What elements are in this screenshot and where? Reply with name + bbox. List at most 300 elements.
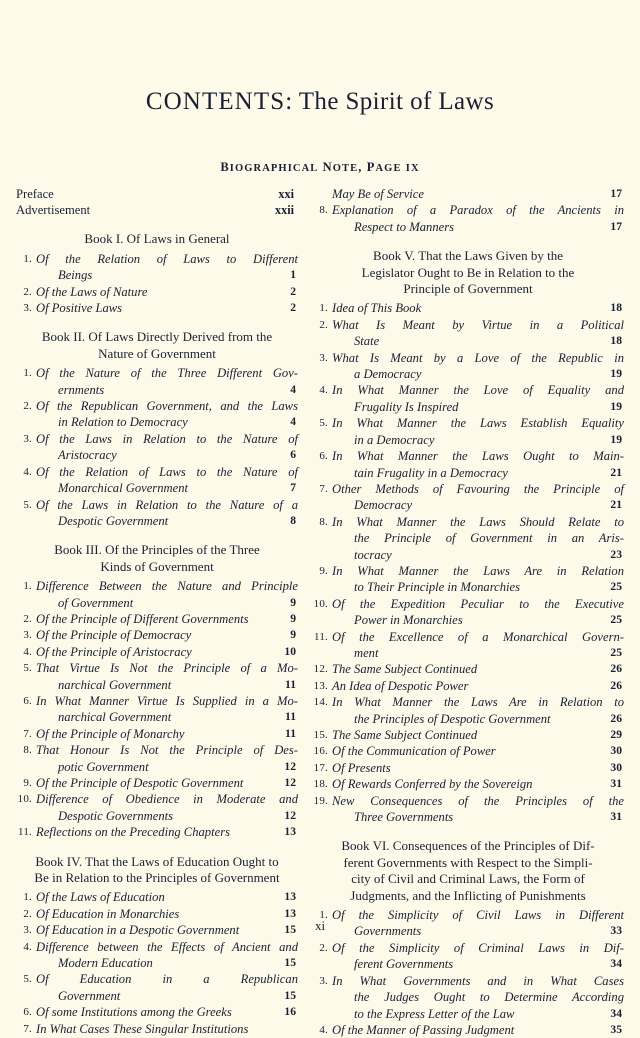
- toc-entry-number: 8.: [319, 515, 328, 528]
- toc-entry-page-number: 34: [610, 1006, 622, 1020]
- toc-entry[interactable]: [16, 791, 298, 824]
- page-folio: xi: [314, 918, 326, 933]
- toc-entry-number: 6.: [319, 450, 328, 463]
- toc-entry-line: In What Cases These Singular Institutions: [36, 1021, 249, 1036]
- toc-entry-line: Of the Republican Government, and the Laws: [36, 399, 298, 414]
- toc-entry-text: [332, 415, 624, 448]
- toc-entry-number: 14.: [313, 696, 328, 709]
- book-heading: [16, 854, 298, 887]
- toc-entry-number: 3.: [319, 974, 328, 987]
- toc-entry-line-text: Of Rewards Conferred by the Sovereign: [332, 777, 533, 792]
- toc-entry-line-text: ment: [354, 645, 379, 660]
- toc-entry[interactable]: [16, 693, 298, 726]
- front-matter-row[interactable]: [16, 202, 298, 218]
- toc-entry[interactable]: [16, 775, 298, 791]
- toc-entry-line-text: Of the Laws of Nature: [36, 284, 148, 299]
- toc-entry-line-text: Of the Principle of Different Governments: [36, 611, 249, 626]
- toc-entry-line-text: Respect to Manners: [354, 219, 455, 234]
- toc-entry-text: [36, 824, 298, 840]
- toc-entry-page-number: 19: [610, 432, 622, 446]
- toc-entry-line-text: Of the Principle of Democracy: [36, 628, 192, 643]
- toc-entry-number: 10.: [17, 793, 32, 806]
- toc-entry-text: [332, 317, 624, 350]
- toc-entry-page-number: 17: [610, 187, 622, 200]
- toc-entry-page-number: 10: [284, 644, 296, 658]
- toc-entry-line: Of the Simplicity of Civil Laws in Different: [332, 908, 624, 923]
- toc-entry-line-text: Despotic Governments: [58, 808, 174, 823]
- toc-entry-page-number: 13: [284, 890, 296, 904]
- toc-entry-line-text: Three Governments: [354, 810, 454, 825]
- toc-entry[interactable]: [16, 742, 298, 775]
- toc-entry-number: 4.: [23, 940, 32, 953]
- toc-entry-number: 7.: [23, 727, 32, 740]
- toc-entry-line: [36, 513, 298, 529]
- toc-entry-text: [36, 627, 298, 643]
- toc-entry-page-number: 26: [610, 678, 622, 692]
- toc-entry-number: 11.: [314, 630, 328, 643]
- toc-entry-text: [36, 497, 298, 530]
- toc-entry-line: [332, 760, 624, 776]
- toc-entry-page-number: 15: [284, 988, 296, 1002]
- toc-entry[interactable]: [16, 627, 298, 643]
- toc-entry[interactable]: [16, 1004, 298, 1020]
- toc-entry-page-number: 31: [610, 810, 622, 824]
- toc-entry[interactable]: [16, 644, 298, 660]
- toc-entry-page-number: 9: [290, 628, 296, 642]
- toc-entry-text: [36, 398, 298, 431]
- toc-entry[interactable]: [312, 727, 624, 743]
- toc-entry-text: [36, 644, 298, 660]
- toc-entry-text: [332, 776, 624, 792]
- toc-entry-page-number: 25: [610, 580, 622, 594]
- toc-entry-page-number: 23: [610, 547, 622, 561]
- book-heading: [16, 542, 298, 575]
- toc-entry-line: [332, 219, 624, 235]
- toc-entry-line-text: The Same Subject Continued: [332, 728, 478, 742]
- toc-entry[interactable]: [16, 251, 298, 284]
- toc-entry[interactable]: [312, 350, 624, 383]
- toc-entry-line-text: Governments: [354, 924, 422, 939]
- front-matter-label: Preface: [16, 187, 54, 201]
- toc-entry-line-text: Monarchical Government: [58, 481, 188, 496]
- book-heading-line: Book V. That the Laws Given by the: [373, 248, 563, 264]
- toc-entry-line: [332, 465, 624, 481]
- toc-entry[interactable]: [312, 743, 624, 759]
- toc-entry-text: [36, 578, 298, 611]
- toc-entry-number: 16.: [313, 745, 328, 758]
- book-heading: [16, 231, 298, 247]
- toc-entry-line-text: tocracy: [354, 547, 392, 562]
- toc-entry-text: [332, 678, 624, 694]
- toc-entry-line-text: Of the Manner of Passing Judgment: [332, 1022, 515, 1037]
- toc-entry-line-text: Of Education in Monarchies: [36, 906, 180, 921]
- toc-entry-text: [36, 431, 298, 464]
- toc-entry-text: [36, 1004, 298, 1020]
- toc-entry-line-text: Beings: [58, 268, 93, 283]
- toc-entry-line: [332, 579, 624, 595]
- toc-entry-page-number: 13: [284, 825, 296, 839]
- toc-entry-line: Of the Excellence of a Monarchical Govern-: [332, 629, 624, 644]
- toc-entry-line-text: Power in Monarchies: [354, 613, 463, 628]
- toc-entry-text: [36, 939, 298, 972]
- toc-entry-text: [36, 660, 298, 693]
- toc-entry-line: [36, 611, 298, 627]
- toc-entry-page-number: 21: [610, 465, 622, 479]
- toc-entry-number: 6.: [23, 694, 32, 707]
- toc-entry-number: 6.: [23, 1006, 32, 1019]
- toc-entry-line: [332, 743, 624, 759]
- toc-entry-line: the Judges Ought to Determine According: [354, 990, 624, 1005]
- toc-entry-text: [332, 661, 624, 677]
- toc-entry-number: 4.: [319, 1023, 328, 1036]
- toc-entry-line: [36, 414, 298, 430]
- toc-entry[interactable]: [16, 971, 298, 1004]
- toc-entry-line: Explanation of a Paradox of the Ancients in: [332, 203, 624, 218]
- toc-entry[interactable]: [312, 940, 624, 973]
- toc-entry-number: 3.: [23, 302, 32, 315]
- contents-column-right: [312, 186, 624, 1038]
- toc-entry-line: [36, 889, 298, 905]
- toc-entry[interactable]: [312, 596, 624, 629]
- toc-entry-line-text: tain Frugality in a Democracy: [354, 465, 508, 480]
- toc-entry-number: 11.: [18, 826, 32, 839]
- toc-entry-page-number: 26: [610, 711, 622, 725]
- toc-entry-page-number: 11: [285, 710, 296, 724]
- toc-entry-number: 1.: [319, 302, 328, 315]
- toc-entry-number: 12.: [313, 663, 328, 676]
- toc-entry-text: [36, 1021, 298, 1037]
- toc-entry[interactable]: [312, 694, 624, 727]
- toc-entry-number: 19.: [313, 794, 328, 807]
- toc-entry-line: In What Manner the Laws Are in Relation to: [332, 695, 624, 710]
- toc-entry-line: [36, 677, 298, 693]
- toc-entry-line-text: Of the Laws of Education: [36, 890, 165, 905]
- toc-entry-line: [332, 612, 624, 628]
- toc-entry[interactable]: [16, 497, 298, 530]
- toc-entry-line-text: Aristocracy: [58, 448, 117, 463]
- toc-entry[interactable]: [16, 398, 298, 431]
- toc-entry-line: Difference between the Effects of Ancient and: [36, 939, 298, 954]
- toc-entry-page-number: 25: [610, 613, 622, 627]
- toc-entry-line: [36, 284, 298, 300]
- toc-entry-text: [36, 971, 298, 1004]
- toc-entry-line: the Principle of Government in an Aris-: [354, 531, 624, 546]
- toc-entry-line: In What Manner the Love of Equality and: [332, 383, 624, 398]
- toc-entry-line: Of the Laws in Relation to the Nature of: [36, 431, 298, 446]
- book-heading-line: Be in Relation to the Principles of Government: [34, 870, 280, 886]
- toc-entry-line: [36, 595, 298, 611]
- toc-entry-text: [332, 563, 624, 596]
- toc-entry-line: [332, 956, 624, 972]
- toc-entry-line: [36, 808, 298, 824]
- toc-entry[interactable]: [16, 611, 298, 627]
- toc-entry-page-number: 29: [610, 728, 622, 741]
- toc-entry-line: Of the Nature of the Three Different Gov-: [36, 366, 298, 381]
- toc-entry-number: 4.: [319, 384, 328, 397]
- toc-entry-number: 1.: [23, 891, 32, 904]
- toc-entry-number: 7.: [23, 1022, 32, 1035]
- toc-entry-text: [332, 727, 624, 743]
- toc-entry-line-text: Frugality Is Inspired: [354, 399, 459, 414]
- toc-entry-page-number: 34: [610, 957, 622, 971]
- toc-entry-line: [332, 1006, 624, 1022]
- toc-entry-line-text: Of Positive Laws: [36, 301, 123, 316]
- toc-entry-text: [332, 186, 624, 202]
- toc-entry[interactable]: [312, 678, 624, 694]
- toc-entry-text: [36, 365, 298, 398]
- toc-entry-text: [332, 1022, 624, 1038]
- toc-entry-line: In What Manner the Laws Are in Relation: [332, 563, 624, 578]
- toc-entry-line-text: to Their Principle in Monarchies: [354, 580, 521, 595]
- toc-entry-text: [332, 448, 624, 481]
- toc-entry-text: [332, 760, 624, 776]
- toc-entry-page-number: 2: [290, 284, 296, 298]
- toc-entry-number: 8.: [319, 204, 328, 217]
- toc-entry[interactable]: [312, 382, 624, 415]
- toc-entry-line: [332, 547, 624, 563]
- page-title-rest: : The Spirit of Laws: [285, 88, 495, 115]
- book-heading: [312, 248, 624, 297]
- toc-entry-line-text: Of the Communication of Power: [332, 744, 496, 759]
- toc-entry-number: 2.: [319, 941, 328, 954]
- toc-entry[interactable]: [16, 578, 298, 611]
- page-title-contents: CONTENTS: [145, 88, 286, 115]
- toc-entry-line: Difference Between the Nature and Principle: [36, 579, 298, 594]
- toc-entry-number: 5.: [23, 662, 32, 675]
- toc-entry-line-text: Government: [58, 988, 121, 1003]
- toc-entry-page-number: 30: [610, 744, 622, 758]
- toc-entry-line-text: Despotic Government: [58, 513, 169, 528]
- toc-entry-line: [332, 727, 624, 743]
- toc-entry-page-number: 6: [290, 448, 296, 462]
- toc-entry[interactable]: [16, 300, 298, 316]
- toc-entry-line: [36, 955, 298, 971]
- toc-entry-line: [332, 809, 624, 825]
- toc-entry-line: In What Governments and in What Cases: [332, 973, 624, 988]
- toc-entry[interactable]: [312, 448, 624, 481]
- toc-entry-line: That Virtue Is Not the Principle of a Mo-: [36, 661, 298, 676]
- toc-entry[interactable]: [16, 1021, 298, 1037]
- toc-entry-line-text: May Be of Service: [332, 187, 424, 201]
- toc-entry-line-text: An Idea of Despotic Power: [332, 678, 469, 693]
- toc-entry-line: [332, 661, 624, 677]
- toc-entry[interactable]: [312, 973, 624, 1022]
- toc-entry[interactable]: [312, 776, 624, 792]
- toc-entry[interactable]: [312, 202, 624, 235]
- toc-entry[interactable]: [312, 514, 624, 563]
- toc-entry[interactable]: [312, 481, 624, 514]
- toc-entry-line: In What Manner the Laws Should Relate to: [332, 514, 624, 529]
- toc-entry-line: [332, 366, 624, 382]
- book-heading: [16, 329, 298, 362]
- toc-entry-line-text: the Principles of Despotic Government: [354, 711, 551, 726]
- toc-entry[interactable]: [312, 1022, 624, 1038]
- toc-entry[interactable]: [16, 464, 298, 497]
- toc-entry-text: [332, 514, 624, 563]
- front-matter-list: [16, 186, 298, 218]
- toc-entry-text: [332, 300, 624, 316]
- toc-entry-line: [36, 300, 298, 316]
- biographical-note-line: BIOGRAPHICAL NOTE, PAGE IX: [220, 160, 420, 174]
- toc-entry-line-text: State: [354, 334, 380, 349]
- toc-entry-text: [332, 973, 624, 1022]
- toc-entry-text: [36, 464, 298, 497]
- toc-entry-line-text: Democracy: [354, 498, 413, 513]
- book-heading-line: Judgments, and the Inflicting of Punishments: [350, 887, 586, 903]
- toc-entry-line: [36, 644, 298, 660]
- toc-entry-line: In What Manner the Laws Establish Equality: [332, 416, 624, 431]
- toc-entry-line-text: Idea of This Book: [332, 301, 422, 316]
- toc-entry-line: What Is Meant by a Love of the Republic in: [332, 350, 624, 365]
- toc-entry-line-text: Of the Principle of Despotic Government: [36, 776, 244, 790]
- toc-entry-page-number: 12: [284, 776, 296, 789]
- toc-entry-page-number: 8: [290, 513, 296, 527]
- toc-entry-text: [332, 629, 624, 662]
- toc-entry-page-number: 2: [290, 301, 296, 315]
- toc-entry[interactable]: [16, 939, 298, 972]
- book-heading: [312, 838, 624, 904]
- toc-entry-line: [332, 678, 624, 694]
- toc-entry-text: [332, 481, 624, 514]
- toc-entry-text: [332, 382, 624, 415]
- toc-entry-number: 1.: [23, 252, 32, 265]
- toc-entry-line-text: a Democracy: [354, 367, 422, 382]
- toc-entry[interactable]: [312, 563, 624, 596]
- toc-entry-line: [332, 497, 624, 513]
- toc-entry-page-number: 9: [290, 611, 296, 625]
- toc-entry-line: [332, 300, 624, 316]
- toc-entry-line-text: Modern Education: [58, 956, 153, 971]
- toc-entry-text: [36, 611, 298, 627]
- toc-entry[interactable]: [312, 300, 624, 316]
- toc-entry-page-number: 7: [290, 481, 296, 495]
- toc-entry-line: In What Manner the Laws Ought to Main-: [332, 449, 624, 464]
- toc-entry-line-text: narchical Government: [58, 677, 172, 692]
- toc-entry-line: Other Methods of Favouring the Principle of: [332, 481, 624, 496]
- toc-entry-text: [36, 889, 298, 905]
- toc-entry-page-number: 30: [610, 760, 622, 774]
- toc-entry-line: [36, 726, 298, 742]
- contents-column-left: [16, 186, 298, 1037]
- toc-entry[interactable]: [312, 186, 624, 202]
- toc-entry-number: 5.: [319, 417, 328, 430]
- toc-entry-line: [332, 432, 624, 448]
- toc-entry-line: [332, 776, 624, 792]
- toc-entry[interactable]: [312, 793, 624, 826]
- toc-entry-number: 2.: [23, 907, 32, 920]
- toc-entry-line-text: to the Express Letter of the Law: [354, 1006, 515, 1021]
- toc-entry-number: 1.: [23, 580, 32, 593]
- toc-entry[interactable]: [16, 284, 298, 300]
- toc-entry-line-text: in Relation to Democracy: [58, 415, 188, 430]
- toc-entry-page-number: 11: [285, 726, 296, 740]
- toc-entry[interactable]: [16, 824, 298, 840]
- toc-entry[interactable]: [16, 726, 298, 742]
- book-heading-line: Book II. Of Laws Directly Derived from the: [41, 329, 273, 345]
- toc-entry-line: [332, 645, 624, 661]
- toc-entry-number: 1.: [319, 909, 328, 922]
- page-title: [0, 88, 640, 116]
- front-matter-page-number: xxi: [278, 187, 294, 201]
- front-matter-row[interactable]: [16, 186, 298, 202]
- toc-entry-number: 9.: [319, 564, 328, 577]
- toc-entry[interactable]: [312, 629, 624, 662]
- toc-entry-line-text: Of some Institutions among the Greeks: [36, 1005, 232, 1020]
- book-heading-line: Book III. Of the Principles of the Three: [54, 542, 260, 558]
- toc-entry-text: [36, 693, 298, 726]
- toc-entry-page-number: 16: [284, 1005, 296, 1019]
- toc-entry[interactable]: [312, 317, 624, 350]
- toc-entry-page-number: 18: [610, 334, 622, 348]
- toc-entry-text: [332, 940, 624, 973]
- toc-entry-line-text: ernments: [58, 382, 105, 397]
- toc-entry[interactable]: [312, 661, 624, 677]
- book-heading-line: Book IV. That the Laws of Education Ought to: [35, 853, 279, 869]
- toc-entry[interactable]: [312, 760, 624, 776]
- book-heading-line: Principle of Government: [403, 281, 533, 297]
- toc-entry-line-text: Of the Principle of Monarchy: [36, 726, 185, 741]
- toc-entry-text: [332, 596, 624, 629]
- book-heading-line: ferent Governments with Respect to the Simpli-: [343, 854, 593, 870]
- toc-entry[interactable]: [312, 415, 624, 448]
- toc-entry-page-number: 17: [610, 219, 622, 233]
- toc-entry-page-number: 21: [610, 498, 622, 512]
- toc-entry-page-number: 15: [284, 956, 296, 970]
- toc-entry-page-number: 18: [610, 301, 622, 315]
- toc-entry[interactable]: [16, 431, 298, 464]
- toc-entry-text: [332, 793, 624, 826]
- front-matter-page-number: xxii: [275, 203, 294, 218]
- toc-entry-text: [36, 284, 298, 300]
- toc-entry-number: 5.: [23, 498, 32, 511]
- toc-entry[interactable]: [16, 889, 298, 905]
- toc-entry-number: 3.: [23, 924, 32, 937]
- toc-entry-line-text: narchical Government: [58, 710, 172, 725]
- toc-entry-text: [332, 202, 624, 235]
- toc-entry-line: [332, 1022, 624, 1038]
- toc-entry-text: [36, 726, 298, 742]
- toc-entry-number: 18.: [313, 778, 328, 791]
- toc-entry-line: [36, 824, 298, 840]
- book-heading-line: Legislator Ought to Be in Relation to the: [361, 264, 575, 280]
- toc-entry-text: [36, 251, 298, 284]
- toc-entry-line: [332, 399, 624, 415]
- toc-entry-number: 3.: [319, 351, 328, 364]
- toc-entry-line-text: Of the Principle of Aristocracy: [36, 644, 192, 659]
- toc-entry-line: [332, 333, 624, 349]
- toc-entry-number: 3.: [23, 432, 32, 445]
- toc-entry-page-number: 19: [610, 399, 622, 413]
- toc-entry-line-text: in a Democracy: [354, 432, 435, 447]
- toc-entry[interactable]: [16, 365, 298, 398]
- toc-entry-page-number: 26: [610, 662, 622, 676]
- toc-entry[interactable]: [16, 660, 298, 693]
- toc-entry-number: 4.: [23, 465, 32, 478]
- toc-entry-page-number: 11: [285, 677, 296, 691]
- toc-entry-page-number: 4: [290, 382, 296, 396]
- toc-entry-line: That Honour Is Not the Principle of Des-: [36, 743, 298, 758]
- toc-entry-line: New Consequences of the Principles of the: [332, 793, 624, 808]
- toc-entry-line: Of the Laws in Relation to the Nature of a: [36, 497, 298, 512]
- toc-entry-line: [36, 775, 298, 791]
- toc-entry-page-number: 25: [610, 645, 622, 659]
- toc-entry-number: 4.: [23, 645, 32, 658]
- toc-entry-number: 3.: [23, 629, 32, 642]
- toc-entry-line: Of the Expedition Peculiar to the Executive: [332, 596, 624, 611]
- toc-entry-text: [36, 300, 298, 316]
- toc-entry-line-text: ferent Governments: [354, 957, 454, 972]
- toc-entry-line: Difference of Obedience in Moderate and: [36, 792, 298, 807]
